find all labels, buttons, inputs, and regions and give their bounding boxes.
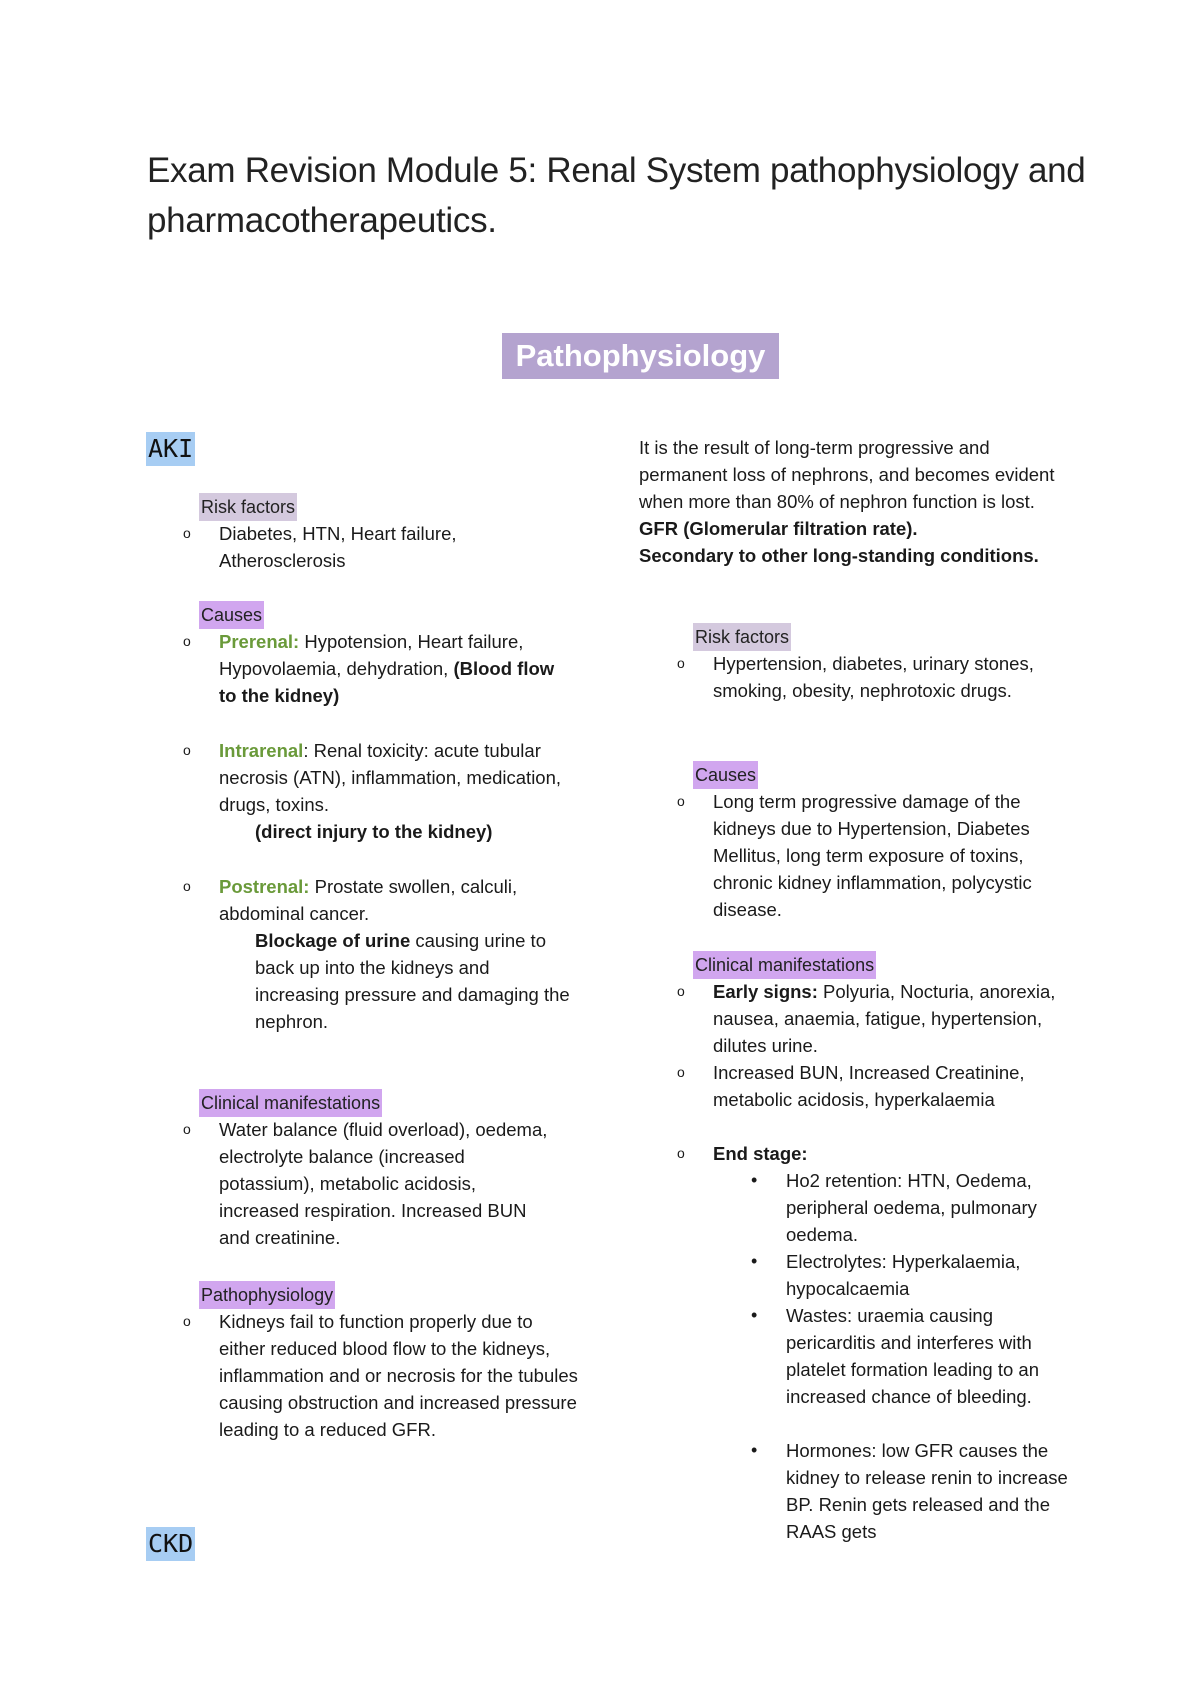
end-stage-item: Wastes: uraemia causing pericarditis and interferes with platelet formation leading to an increased chance of bleeding. <box>786 1305 1040 1407</box>
hollow-bullet-icon: o <box>183 1121 191 1137</box>
ckd-clinical-label-wrap <box>693 951 876 979</box>
hollow-bullet-icon: o <box>183 525 191 541</box>
prerenal-bold: (Blood flow to the kidney) <box>219 658 555 706</box>
intrarenal-note <box>255 818 575 845</box>
hollow-bullet-icon: o <box>677 983 685 999</box>
intrarenal-text: : Renal toxicity: acute tubular necrosis (ATN), inflammation, medication, drugs, toxins. <box>219 740 562 815</box>
aki-causes-label-wrap <box>199 601 264 629</box>
aki-heading-wrap <box>146 432 195 466</box>
aki-prerenal-item <box>219 628 569 709</box>
end-stage-item: Hormones: low GFR causes the kidney to release renin to increase BP. Renin gets released and the RAAS gets <box>786 1440 1068 1542</box>
ckd-risk-factors-item: Hypertension, diabetes, urinary stones, smoking, obesity, nephrotoxic drugs. <box>713 653 1034 701</box>
ckd-causes-item: Long term progressive damage of the kidneys due to Hypertension, Diabetes Mellitus, long term exposure of toxins, chronic kidney inflammation, polycystic disease. <box>713 791 1032 920</box>
hollow-bullet-icon: o <box>183 742 191 758</box>
ckd-risk-factors-label: Risk factors <box>693 623 791 651</box>
aki-postrenal-item <box>219 873 569 927</box>
ckd-causes-label-wrap <box>693 761 758 789</box>
ckd-early-signs-item <box>713 978 1073 1059</box>
end-stage-term: End stage: <box>713 1143 808 1164</box>
solid-bullet-icon: • <box>751 1251 758 1271</box>
aki-risk-factors-item: Diabetes, HTN, Heart failure, Atherosclerosis <box>219 523 457 571</box>
ckd-intro-bold: GFR (Glomerular filtration rate). <box>639 518 918 539</box>
end-stage-item: Ho2 retention: HTN, Oedema, peripheral oedema, pulmonary oedema. <box>786 1170 1037 1245</box>
aki-intrarenal-item <box>219 737 569 818</box>
section-banner: Pathophysiology <box>502 333 779 379</box>
ckd-intro-text: It is the result of long-term progressive and permanent loss of nephrons, and becomes evident when more than 80% of nephron function is lost. <box>639 437 1055 512</box>
hollow-bullet-icon: o <box>677 1145 685 1161</box>
ckd-heading: CKD <box>146 1527 195 1561</box>
prerenal-term: Prerenal: <box>219 631 300 652</box>
aki-risk-label-wrap <box>199 493 297 521</box>
postrenal-note-text: causing urine to back up into the kidneys and increasing pressure and damaging the nephron. <box>255 930 570 1032</box>
aki-clinical-label-wrap <box>199 1089 382 1117</box>
ckd-intro <box>639 434 1079 569</box>
solid-bullet-icon: • <box>751 1170 758 1190</box>
early-signs-text: Polyuria, Nocturia, anorexia, nausea, anaemia, fatigue, hypertension, dilutes urine. <box>713 981 1056 1056</box>
hollow-bullet-icon: o <box>677 793 685 809</box>
end-stage-item: Electrolytes: Hyperkalaemia, hypocalcaemia <box>786 1251 1021 1299</box>
ckd-clinical-item2: Increased BUN, Increased Creatinine, metabolic acidosis, hyperkalaemia <box>713 1062 1025 1110</box>
aki-patho-label: Pathophysiology <box>199 1281 335 1309</box>
solid-bullet-icon: • <box>751 1440 758 1460</box>
document-title: Exam Revision Module 5: Renal System pathophysiology and pharmacotherapeutics. <box>147 151 1086 240</box>
early-signs-term: Early signs: <box>713 981 818 1002</box>
aki-heading: AKI <box>146 432 195 466</box>
prerenal-text: Hypotension, Heart failure, Hypovolaemia, dehydration, <box>219 631 524 679</box>
aki-clinical-label: Clinical manifestations <box>199 1089 382 1117</box>
ckd-heading-wrap <box>146 1527 195 1561</box>
solid-bullet-icon: • <box>751 1305 758 1325</box>
postrenal-text: Prostate swollen, calculi, abdominal cancer. <box>219 876 518 924</box>
hollow-bullet-icon: o <box>183 878 191 894</box>
aki-causes-label: Causes <box>199 601 264 629</box>
ckd-causes-label: Causes <box>693 761 758 789</box>
aki-patho-label-wrap <box>199 1281 335 1309</box>
hollow-bullet-icon: o <box>183 633 191 649</box>
aki-risk-factors-label: Risk factors <box>199 493 297 521</box>
ckd-intro-line2: Secondary to other long-standing conditions. <box>639 545 1039 566</box>
aki-patho-item: Kidneys fail to function properly due to either reduced blood flow to the kidneys, inflammation and or necrosis for the tubules causing obstruction and increased pressure leading to a reduced GFR. <box>219 1311 578 1440</box>
intrarenal-note-text: (direct injury to the kidney) <box>255 821 493 842</box>
postrenal-note-bold: Blockage of urine <box>255 930 411 951</box>
hollow-bullet-icon: o <box>183 1313 191 1329</box>
ckd-end-stage <box>713 1140 1073 1167</box>
intrarenal-term: Intrarenal <box>219 740 304 761</box>
hollow-bullet-icon: o <box>677 1064 685 1080</box>
ckd-risk-label-wrap <box>693 623 791 651</box>
hollow-bullet-icon: o <box>677 655 685 671</box>
postrenal-term: Postrenal: <box>219 876 310 897</box>
postrenal-note <box>255 927 570 1035</box>
aki-clinical-item: Water balance (fluid overload), oedema, electrolyte balance (increased potassium), metabolic acidosis, increased respiration. Increased BUN and creatinine. <box>219 1119 548 1248</box>
ckd-clinical-label: Clinical manifestations <box>693 951 876 979</box>
